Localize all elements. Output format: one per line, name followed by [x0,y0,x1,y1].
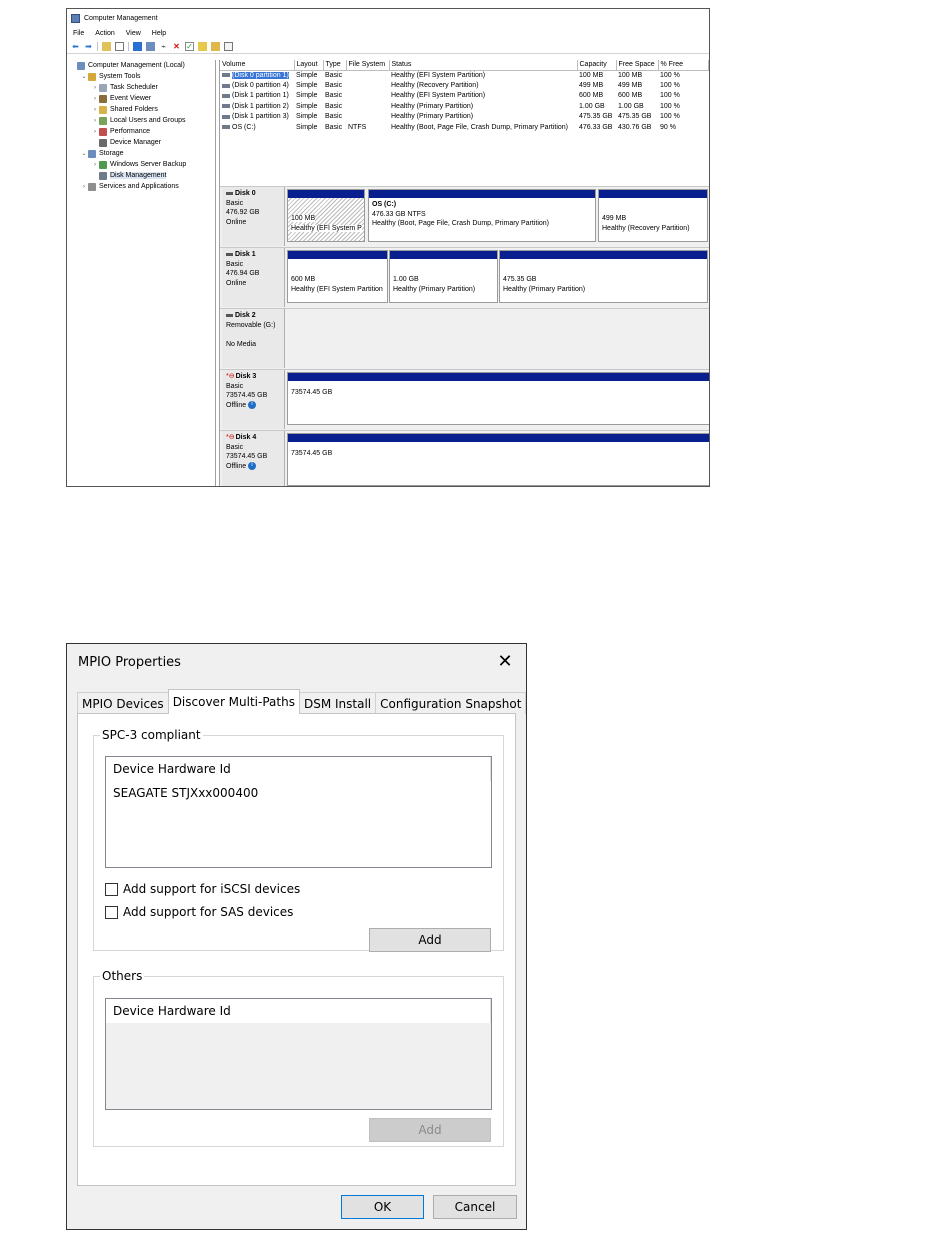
column-header[interactable]: Free Space [616,60,658,70]
disk-row [220,308,709,368]
volume-row[interactable] [220,91,709,101]
tree-item-label: Performance [110,128,151,135]
tree-node-icon [99,172,107,180]
column-header[interactable]: Status [389,60,577,70]
volume-row[interactable] [220,122,709,132]
disk-icon [226,314,233,317]
up-folder-icon[interactable] [102,42,111,51]
volume-pct-cell: 100 % [660,102,680,110]
volume-type-cell: Basic [325,113,343,121]
volume-pct-cell: 100 % [660,113,680,121]
chevron-right-icon[interactable]: › [94,84,96,91]
partition-size: 1.00 GB [393,276,419,283]
tree-item-label: Local Users and Groups [110,117,186,124]
tree-node-icon [99,117,107,125]
tree-item-label: Services and Applications [99,183,179,190]
volume-type-cell: Basic [325,71,343,79]
tree-node-icon [99,161,107,169]
tree-node-icon [88,183,96,191]
disk-row [220,430,709,487]
tree-item[interactable] [67,159,215,170]
disk-type: Removable (G:) [226,321,276,329]
disk-state: Online [226,218,247,226]
tree-node-icon [99,139,107,147]
ok-button[interactable]: OK [341,1195,424,1219]
volume-cell [220,70,294,80]
tree-item[interactable] [67,115,215,126]
column-header[interactable]: File System [346,60,389,70]
volume-name [222,113,292,120]
partition-header [369,190,595,198]
volume-layout-cell: Simple [296,82,318,90]
cm-body [67,55,709,486]
partition-info [500,259,707,296]
partition-size: 73574.45 GB [291,450,333,457]
spc3-legend: SPC-3 compliant [102,728,201,742]
tree-item-label: Shared Folders [110,106,158,113]
volume-capacity-cell: 100 MB [579,71,604,79]
menu-file[interactable]: File [73,30,85,37]
volume-fs-cell: NTFS [348,123,367,131]
volume-icon [222,73,230,77]
disk-type: Basic [226,260,244,268]
connect-icon[interactable]: ⌁ [161,41,166,51]
disk-type: Basic [226,199,244,207]
disk-label[interactable] [222,370,285,429]
disk-state: Offline [226,401,247,409]
tree-node-icon [99,128,107,136]
volume-label: (Disk 1 partition 3) [232,113,289,121]
tree-item[interactable] [67,170,215,181]
partition-block[interactable] [287,189,365,242]
volume-capacity-cell: 600 MB [579,92,604,100]
toolbar-separator [128,42,129,51]
partition-status: Healthy (Boot, Page File, Crash Dump, Primary Partition) [372,220,550,227]
disk-label[interactable] [222,248,285,307]
console-tree [67,60,216,486]
console-icon[interactable] [224,42,233,51]
volume-fs-cell [346,70,389,80]
others-legend: Others [102,969,143,983]
disk-management-pane [219,60,709,486]
partition-header [288,434,710,442]
partition-status: Healthy (EFI System P [291,224,362,232]
volume-fs-cell [346,112,389,122]
partition-info [288,198,364,241]
volume-capacity-cell: 476.33 GB [579,123,613,131]
volume-type-cell: Basic [325,92,343,100]
tree-item-label: Windows Server Backup [110,161,187,168]
volume-icon [222,104,230,108]
volume-name [222,72,292,79]
partition-block[interactable] [287,250,388,303]
volume-label: OS (C:) [232,123,256,131]
volume-type-cell: Basic [325,102,343,110]
partition-info [599,198,707,235]
volume-fs-cell [346,80,389,90]
partition-strip [287,250,709,303]
volume-icon [222,84,230,88]
tree-item[interactable] [67,137,215,148]
disk-size: 73574.45 GB [226,392,268,399]
partition-header [599,190,707,198]
graphical-disk-view [220,186,709,486]
column-header[interactable]: Capacity [577,60,616,70]
volume-list-header [220,60,709,70]
partition-strip [287,433,709,486]
disk-row [220,369,709,429]
partition-size: 73574.45 GB [291,389,333,396]
volume-status-cell: Healthy (EFI System Partition) [391,92,486,100]
partition-info [369,198,595,231]
dialog-title: MPIO Properties [78,655,181,670]
partition-header [288,373,710,381]
properties-icon[interactable] [146,42,155,51]
column-header[interactable]: Volume [220,60,294,70]
disk-name: Disk 2 [235,312,256,319]
volume-pct-cell: 100 % [660,71,680,79]
volume-layout-cell: Simple [296,113,318,121]
partition-status: Healthy (Primary Partition) [393,285,476,293]
tree-item-label: Event Viewer [110,95,152,102]
volume-pct-cell: 100 % [660,82,680,90]
tab-panel [77,713,516,1186]
volume-name [222,103,292,110]
volume-label: (Disk 1 partition 1) [232,92,289,100]
list-item[interactable]: SEAGATE STJXxx000400 [113,786,259,800]
volume-free-cell: 430.76 GB [618,123,652,131]
partition-strip [287,372,709,425]
partition-status: Healthy (Recovery Partition) [602,224,690,232]
volume-layout-cell: Simple [296,123,318,131]
volume-label: (Disk 0 partition 1) [232,71,289,79]
column-header[interactable]: % Free [658,60,709,70]
tab-mpio-devices[interactable]: MPIO Devices [77,692,169,714]
volume-label: (Disk 1 partition 2) [232,102,289,110]
partition-title: OS (C:) [372,201,397,208]
tree-item-label: Storage [99,150,124,157]
partition-status: Healthy (Primary Partition) [503,285,586,293]
tree-item[interactable] [67,181,215,192]
back-arrow-icon[interactable]: ⬅ [72,41,79,51]
iscsi-option[interactable] [105,882,300,896]
disk-size: 476.94 GB [226,270,260,277]
computer-management-window [66,8,710,487]
sas-option[interactable] [105,905,293,919]
tree-item-label: Computer Management (Local) [88,62,185,69]
chevron-down-icon[interactable]: ⌄ [81,151,87,157]
tree-item[interactable] [67,71,215,82]
disk-row [220,247,709,307]
disk-name: Disk 1 [235,251,256,258]
volume-free-cell: 100 MB [618,71,643,79]
tree-item[interactable] [67,93,215,104]
volume-label: (Disk 0 partition 4) [232,82,289,90]
close-icon[interactable]: ✕ [497,650,513,672]
volume-type-cell: Basic [325,82,343,90]
tree-node-icon [99,106,107,114]
partition-size: 475.35 GB [503,276,537,283]
add-others-button[interactable]: Add [369,1118,491,1142]
sas-checkbox[interactable] [105,906,118,919]
tree-node-icon [88,73,96,81]
volume-row[interactable] [220,112,709,122]
offline-icon: *⊖ [226,373,235,380]
tree-node-icon [99,84,107,92]
disk-row [220,186,709,246]
column-header[interactable]: Layout [294,60,323,70]
volume-free-cell: 499 MB [618,82,643,90]
tab-dsm-install[interactable]: DSM Install [299,692,376,714]
volume-fs-cell [346,101,389,111]
volume-free-cell: 1.00 GB [618,102,644,110]
volume-icon [222,115,230,119]
spc3-device-list[interactable] [105,756,492,868]
menu-help[interactable]: Help [151,30,167,37]
disk-state: Online [226,279,247,287]
partition-info [288,442,710,461]
tree-item[interactable] [67,60,215,71]
partition-size: 600 MB [291,276,316,283]
volume-layout-cell: Simple [296,92,318,100]
cancel-button[interactable]: Cancel [433,1195,517,1219]
volume-free-cell: 475.35 GB [618,113,652,121]
cm-titlebar [67,9,709,27]
volume-fs-cell [346,91,389,101]
menu-view[interactable]: View [125,30,141,37]
info-icon[interactable]: i [248,462,256,470]
rescan-icon[interactable] [211,42,220,51]
offline-icon: *⊖ [226,434,235,441]
partition-header [288,190,364,198]
partition-header [500,251,707,259]
disk-type: Basic [226,443,244,451]
volume-name [222,92,292,99]
cm-toolbar [67,40,709,54]
help-icon[interactable] [133,42,142,51]
partition-block[interactable] [287,372,710,425]
sas-label: Add support for SAS devices [123,905,294,919]
volume-free-cell: 600 MB [618,92,643,100]
tree-node-icon [77,62,85,70]
disk-state: No Media [226,340,256,348]
volume-name [222,124,292,131]
chevron-down-icon[interactable]: ⌄ [81,74,87,80]
partition-block[interactable] [389,250,498,303]
tree-item-label: Task Scheduler [110,84,158,91]
partition-strip [287,189,709,242]
tab-configuration-snapshot[interactable]: Configuration Snapshot [375,692,526,714]
forward-arrow-icon[interactable]: ➡ [85,41,92,51]
volume-capacity-cell: 499 MB [579,82,604,90]
partition-block[interactable] [287,433,710,486]
partition-size: 100 MB [291,215,316,222]
volume-cell [220,91,294,101]
volume-status-cell: Healthy (Primary Partition) [391,113,474,121]
info-icon[interactable]: i [248,401,256,409]
chevron-right-icon[interactable]: › [94,117,96,124]
tab-strip [77,689,525,714]
volume-cell [220,122,294,132]
disk-label[interactable] [222,431,285,487]
disk-name: Disk 3 [235,373,257,380]
partition-block[interactable] [368,189,596,242]
list-header[interactable]: Device Hardware Id [106,999,491,1023]
volume-name [222,82,292,89]
volume-row[interactable] [220,80,709,90]
show-hide-tree-icon[interactable] [115,42,124,51]
volume-status-cell: Healthy (Recovery Partition) [391,82,479,90]
volume-capacity-cell: 1.00 GB [579,102,605,110]
chevron-right-icon[interactable]: › [94,106,96,113]
volume-capacity-cell: 475.35 GB [579,113,613,121]
mpio-properties-dialog [66,643,527,1230]
disk-type: Basic [226,382,244,390]
disk-label[interactable] [222,187,285,246]
disk-size: 476.92 GB [226,209,260,216]
computer-management-icon [71,14,80,23]
tree-item-label: System Tools [99,73,141,80]
disk-state: Offline [226,462,247,470]
delete-icon[interactable]: ✕ [173,41,180,51]
volume-icon [222,94,230,98]
tree-item[interactable] [67,82,215,93]
add-spc3-button[interactable]: Add [369,928,491,952]
partition-info [390,259,497,296]
volume-icon [222,125,230,129]
partition-size: 499 MB [602,215,627,222]
disk-name: Disk 0 [235,190,256,197]
volume-cell [220,112,294,122]
tree-node-icon [99,95,107,103]
partition-info [288,381,710,400]
volume-status-cell: Healthy (EFI System Partition) [391,71,486,79]
partition-block[interactable] [598,189,708,242]
volume-cell [220,80,294,90]
volume-layout-cell: Simple [296,102,318,110]
partition-block[interactable] [499,250,708,303]
check-icon[interactable]: ✓ [186,41,193,51]
menu-action[interactable]: Action [95,30,115,37]
disk-label[interactable] [222,309,285,368]
iscsi-checkbox[interactable] [105,883,118,896]
chevron-right-icon[interactable]: › [94,95,96,102]
tree-item[interactable] [67,148,215,159]
chevron-right-icon[interactable]: › [83,183,85,190]
partition-header [288,251,387,259]
tree-item-label: Disk Management [110,172,167,179]
toolbar-separator [97,42,98,51]
chevron-right-icon[interactable]: › [94,128,96,135]
tree-node-icon [88,150,96,158]
disk-name: Disk 4 [235,434,257,441]
iscsi-label: Add support for iSCSI devices [123,882,301,896]
others-device-list[interactable] [105,998,492,1110]
volume-status-cell: Healthy (Primary Partition) [391,102,474,110]
volume-pct-cell: 90 % [660,123,676,131]
disk-icon [226,253,233,256]
cm-menubar [67,27,709,40]
cm-title: Computer Management [84,14,158,22]
chevron-right-icon[interactable]: › [94,161,96,168]
partition-size: 476.33 GB NTFS [372,210,426,218]
volume-list [220,60,709,132]
new-item-icon[interactable] [198,42,207,51]
tree-item[interactable] [67,104,215,115]
list-header[interactable]: Device Hardware Id [106,757,491,781]
volume-status-cell: Healthy (Boot, Page File, Crash Dump, Primary Partition) [391,123,569,131]
tab-discover-multi-paths[interactable]: Discover Multi-Paths [168,689,300,714]
volume-row[interactable] [220,101,709,111]
volume-row[interactable] [220,70,709,80]
volume-cell [220,101,294,111]
tree-item[interactable] [67,126,215,137]
volume-pct-cell: 100 % [660,92,680,100]
partition-info [288,259,387,296]
volume-layout-cell: Simple [296,71,318,79]
disk-icon [226,192,233,195]
tree-item-label: Device Manager [110,139,161,146]
partition-header [390,251,497,259]
volume-type-cell: Basic [325,123,343,131]
column-header[interactable]: Type [323,60,346,70]
disk-size: 73574.45 GB [226,453,268,460]
partition-status: Healthy (EFI System Partition [291,285,383,293]
